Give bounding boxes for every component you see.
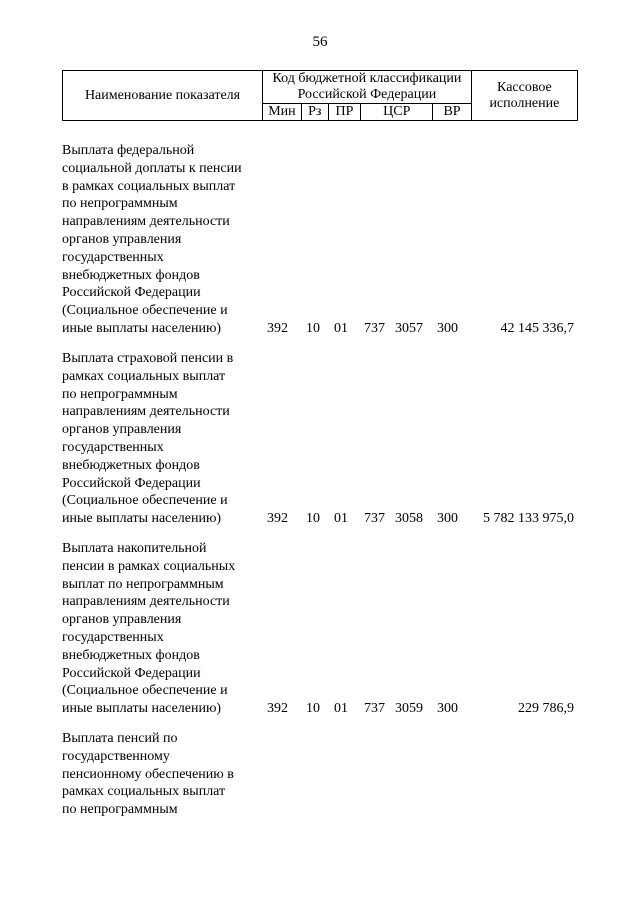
row-name: Выплата федеральной социальной доплаты к пенсии в рамках социальных выплат по непрограммным направлениям деятельности органов управления государственных внебюджетных фондов Российской Федерации (Социальное обеспечение и иные выплаты населению) [62, 143, 242, 336]
row-csr-part1: 737 [364, 321, 385, 336]
row-name: Выплата пенсий по государственному пенсионному обеспечению в рамках социальных выплат по непрограммным [62, 731, 234, 818]
page-number: 56 [312, 34, 328, 50]
header-csr: ЦСР [361, 104, 433, 121]
header-code-group: Код бюджетной классификации Российской Федерации [263, 71, 472, 104]
row-csr-part2: 3058 [395, 511, 423, 526]
row-sum: 229 786,9 [518, 701, 574, 716]
row-rz: 10 [306, 701, 320, 716]
row-rz: 10 [306, 321, 320, 336]
row-vr: 300 [437, 321, 458, 336]
header-name-column: Наименование показателя [63, 71, 263, 121]
row-csr-part2: 3059 [395, 701, 423, 716]
row-rz: 10 [306, 511, 320, 526]
row-pr: 01 [334, 701, 348, 716]
row-sum: 42 145 336,7 [500, 321, 574, 336]
row-csr-part1: 737 [364, 701, 385, 716]
row-pr: 01 [334, 321, 348, 336]
row-vr: 300 [437, 701, 458, 716]
row-sum: 5 782 133 975,0 [483, 511, 574, 526]
row-name: Выплата страховой пенсии в рамках социальных выплат по непрограммным направлениям деятельности органов управления государственных внебюджетных фондов Российской Федерации (Социальное обеспечение и иные выплаты населению) [62, 351, 234, 527]
header-execution-column: Кассовое исполнение [471, 71, 577, 121]
header-min: Мин [263, 104, 302, 121]
header-vr: ВР [433, 104, 472, 121]
table-header [62, 70, 578, 121]
row-pr: 01 [334, 511, 348, 526]
header-pr: ПР [328, 104, 361, 121]
row-min: 392 [267, 701, 288, 716]
header-rz: Рз [301, 104, 328, 121]
row-vr: 300 [437, 511, 458, 526]
row-min: 392 [267, 511, 288, 526]
row-csr-part2: 3057 [395, 321, 423, 336]
row-name: Выплата накопительной пенсии в рамках социальных выплат по непрограммным направлениям деятельности органов управления государственных внебюджетных фондов Российской Федерации (Социальное обеспечение и иные выплаты населению) [62, 541, 236, 717]
row-min: 392 [267, 321, 288, 336]
row-csr-part1: 737 [364, 511, 385, 526]
